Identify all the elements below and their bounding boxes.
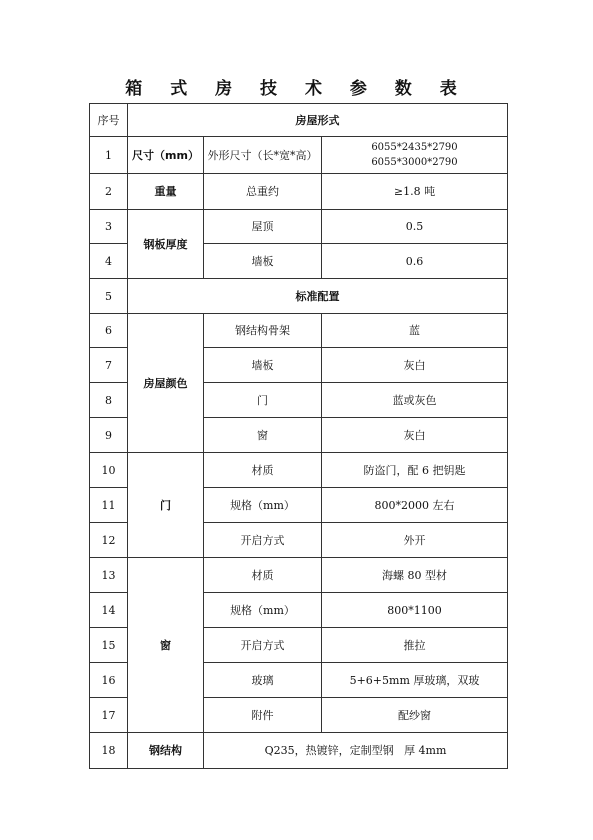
row-item: 规格（mm） <box>204 593 322 628</box>
section-header-standard-config: 标准配置 <box>128 279 508 314</box>
row-item: 材质 <box>204 558 322 593</box>
row-seq: 14 <box>90 593 128 628</box>
page-title: 箱 式 房 技 术 参 数 表 <box>125 79 468 99</box>
row-item: 开启方式 <box>204 523 322 558</box>
seq-header: 序号 <box>90 104 128 137</box>
row-category: 重量 <box>128 174 204 210</box>
row-seq: 2 <box>90 174 128 210</box>
row-item: 窗 <box>204 418 322 453</box>
row-seq: 12 <box>90 523 128 558</box>
table-row <box>90 733 508 769</box>
row-item: 附件 <box>204 698 322 733</box>
row-value: 蓝 <box>322 314 508 348</box>
row-value: 800*1100 <box>322 593 508 628</box>
table-row <box>90 174 508 210</box>
row-value: 蓝或灰色 <box>322 383 508 418</box>
row-value: 0.6 <box>322 244 508 279</box>
row-seq: 11 <box>90 488 128 523</box>
table-row <box>90 210 508 244</box>
row-item: 钢结构骨架 <box>204 314 322 348</box>
row-seq: 10 <box>90 453 128 488</box>
row-item: 材质 <box>204 453 322 488</box>
row-item: 玻璃 <box>204 663 322 698</box>
row-value: 800*2000 左右 <box>322 488 508 523</box>
row-category: 钢结构 <box>128 733 204 769</box>
row-value: 外开 <box>322 523 508 558</box>
row-value: 海螺 80 型材 <box>322 558 508 593</box>
table-row <box>90 558 508 593</box>
row-item: 屋顶 <box>204 210 322 244</box>
row-seq: 6 <box>90 314 128 348</box>
row-seq: 1 <box>90 137 128 174</box>
row-value <box>322 137 508 174</box>
row-value: Q235，热镀锌，定制型钢 厚 4mm <box>204 733 508 769</box>
section-header-house-type: 房屋形式 <box>128 104 508 137</box>
row-item: 规格（mm） <box>204 488 322 523</box>
row-item: 门 <box>204 383 322 418</box>
row-value: 0.5 <box>322 210 508 244</box>
row-seq: 4 <box>90 244 128 279</box>
row-seq: 3 <box>90 210 128 244</box>
row-seq: 17 <box>90 698 128 733</box>
dimension-value-1: 6055*2435*2790 <box>371 142 458 153</box>
dimension-value-2: 6055*3000*2790 <box>371 157 458 168</box>
row-seq: 8 <box>90 383 128 418</box>
row-item: 墙板 <box>204 244 322 279</box>
spec-table <box>89 103 508 769</box>
row-seq: 7 <box>90 348 128 383</box>
row-value: 推拉 <box>322 628 508 663</box>
table-row <box>90 279 508 314</box>
row-seq: 15 <box>90 628 128 663</box>
row-item: 墙板 <box>204 348 322 383</box>
row-seq: 13 <box>90 558 128 593</box>
row-value: ≥1.8 吨 <box>322 174 508 210</box>
row-value: 配纱窗 <box>322 698 508 733</box>
row-seq: 5 <box>90 279 128 314</box>
row-value: 灰白 <box>322 348 508 383</box>
row-item: 开启方式 <box>204 628 322 663</box>
row-item: 外形尺寸（长*宽*高） <box>204 137 322 174</box>
row-category: 门 <box>128 453 204 558</box>
row-item: 总重约 <box>204 174 322 210</box>
row-seq: 16 <box>90 663 128 698</box>
row-value: 灰白 <box>322 418 508 453</box>
table-row <box>90 314 508 348</box>
row-category: 尺寸（mm） <box>128 137 204 174</box>
table-row <box>90 137 508 174</box>
row-seq: 18 <box>90 733 128 769</box>
row-seq: 9 <box>90 418 128 453</box>
table-row <box>90 453 508 488</box>
table-header-row <box>90 104 508 137</box>
row-category: 钢板厚度 <box>128 210 204 279</box>
row-value: 5+6+5mm 厚玻璃，双玻 <box>322 663 508 698</box>
row-category: 房屋颜色 <box>128 314 204 453</box>
row-value: 防盗门，配 6 把钥匙 <box>322 453 508 488</box>
row-category: 窗 <box>128 558 204 733</box>
